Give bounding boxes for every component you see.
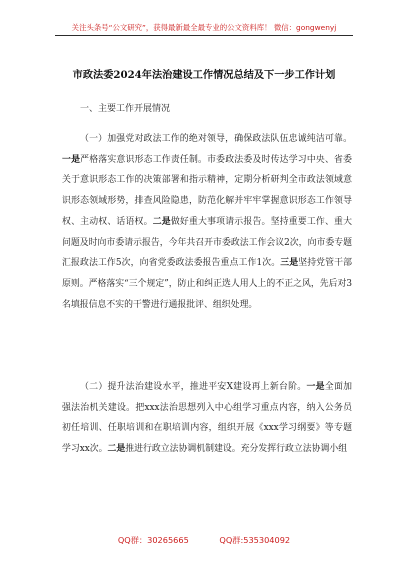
paragraph-1-text-4: 坚持党管干部原则。严格落实“三个规定”，防止和纠正选人用人上的不正之风，先后对3名填报信息不实的干警进行通报批评、组织处理。 (62, 258, 353, 310)
paragraph-1-lead-3: 三是 (280, 258, 299, 269)
header-divider (55, 35, 353, 36)
footer-qq-group-1: QQ群：30265665 (117, 535, 189, 545)
footer (0, 535, 408, 546)
paragraph-1-text-2: 严格落实意识形态工作责任制。市委政法委及时传达学习中央、省委关于意识形态工作的决策部署和指示精神，定期分析研判全市政法领域意识形态领域形势，排查风险隐患，防范化解并牢牢掌握意识形态工作领导权、主动权、话语权。 (62, 154, 353, 227)
paragraph-2-text-3: 推进行政立法协调机制建设。充分发挥行政立法协调小组 (125, 444, 348, 455)
document-title: 市政法委2024年法治建设工作情况总结及下一步工作计划 (72, 69, 336, 81)
paragraph-1-lead-2: 二是 (152, 216, 171, 227)
paragraph-2-text-2: 全面加强法治机关建设。把xxx法治思想列入中心组学习重点内容，纳入公务员初任培训、任职培训和在职培训内容，组织开展《xxx学习纲要》等专题学习xx次。 (62, 382, 352, 455)
paragraph-2-text-1: （二）提升法治建设水平，推进平安X建设再上新台阶。 (80, 382, 307, 392)
paragraph-1-text-1: （一）加强党对政法工作的绝对领导，确保政法队伍忠诚纯洁可靠。 (80, 134, 352, 144)
header-note: 关注头条号“公文研究”，获得最新最全最专业的公文资料库！ 微信：gongwenyj (71, 23, 337, 32)
paragraph-2-lead-1: 一是 (306, 382, 325, 392)
paragraph-1-lead-1: 一是 (62, 154, 81, 165)
paragraph-1 (62, 129, 352, 315)
paragraph-2-lead-2: 二是 (107, 444, 126, 455)
footer-qq-group-2: QQ群:535304092 (219, 535, 291, 545)
section-heading: 一、主要工作开展情况 (80, 104, 171, 114)
paragraph-1-text-3: 做好重大事项请示报告。坚持重要工作、重大问题及时向市委请示报告，今年共召开市委政法工作会议2次，向市委专题汇报政法工作5次，向省党委政法委报告重点工作1次。 (62, 216, 353, 269)
paragraph-2 (62, 377, 352, 460)
